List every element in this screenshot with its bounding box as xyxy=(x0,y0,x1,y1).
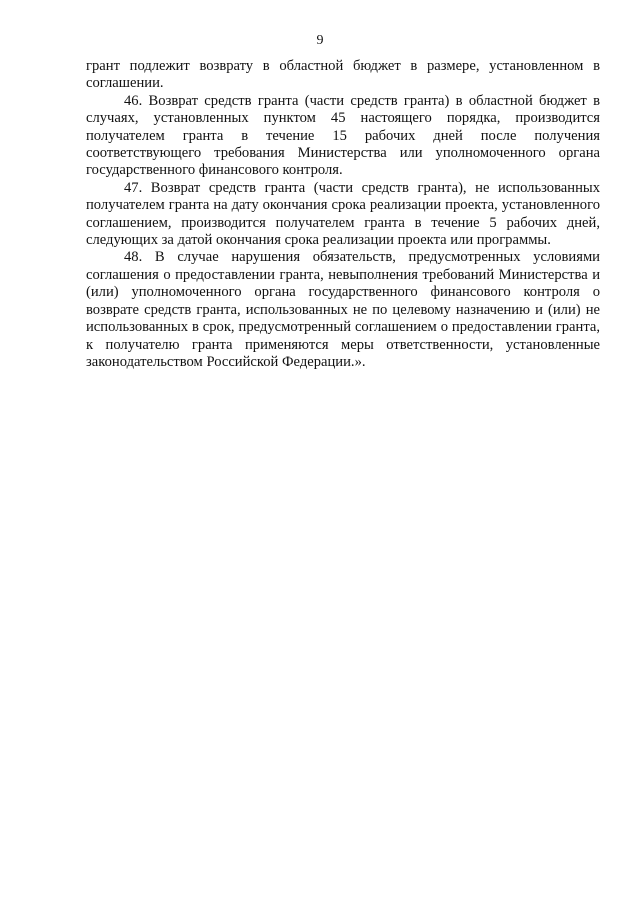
paragraph-continuation: грант подлежит возврату в областной бюджет в размере, установленном в соглашении. xyxy=(86,58,600,92)
document-body xyxy=(86,58,600,371)
paragraph-46: 46. Возврат средств гранта (части средств гранта) в областной бюджет в случаях, установленных пунктом 45 настоящего порядка, производится получателем гранта в течение 15 рабочих дней после получения соответствующего требования Министерства или уполномоченного органа государственного финансового контроля. xyxy=(86,92,600,179)
page-number: 9 xyxy=(316,33,324,48)
paragraph-48: 48. В случае нарушения обязательств, предусмотренных условиями соглашения о предоставлении гранта, невыполнения требований Министерства и (или) уполномоченного органа государственного финансового контроля о возврате средств гранта, использованных не по целевому назначению и (или) не использованных в срок, предусмотренный соглашением о предоставлении гранта, к получателю гранта применяются меры ответственности, установленные законодательством Российской Федерации.». xyxy=(86,249,600,370)
paragraph-47: 47. Возврат средств гранта (части средств гранта), не использованных получателем гранта на дату окончания срока реализации проекта, установленного соглашением, производится получателем гранта в течение 5 рабочих дней, следующих за датой окончания срока реализации проекта или программы. xyxy=(86,179,600,249)
